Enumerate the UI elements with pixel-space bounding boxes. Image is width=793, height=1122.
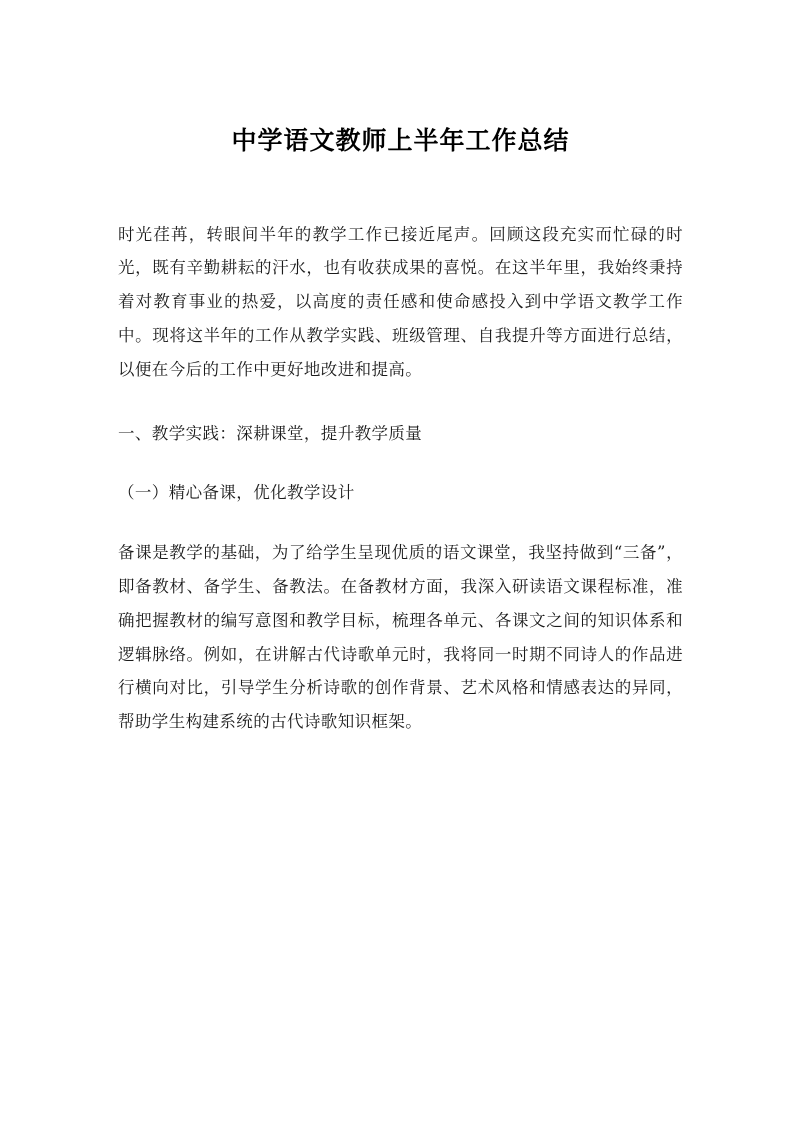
page-title: 中学语文教师上半年工作总结 [231,126,570,155]
document-body [118,218,683,740]
paragraph-body-1-1: 备课是教学的基础，为了给学生呈现优质的语文课堂，我坚持做到“三备”，即备教材、备学生、备教法。在备教材方面，我深入研读语文课程标准，准确把握教材的编写意图和教学目标，梳理各单元、各课文之间的知识体系和逻辑脉络。例如，在讲解古代诗歌单元时，我将同一时期不同诗人的作品进行横向对比，引导学生分析诗歌的创作背景、艺术风格和情感表达的异同，帮助学生构建系统的古代诗歌知识框架。 [118,543,683,732]
paragraph-intro: 时光荏苒，转眼间半年的教学工作已接近尾声。回顾这段充实而忙碌的时光，既有辛勤耕耘的汗水，也有收获成果的喜悦。在这半年里，我始终秉持着对教育事业的热爱，以高度的责任感和使命感投入到中学语文教学工作中。现将这半年的工作从教学实践、班级管理、自我提升等方面进行总结，以便在今后的工作中更好地改进和提高。 [118,224,683,379]
section-heading-1: 一、教学实践：深耕课堂，提升教学质量 [118,423,423,443]
subsection-heading-1-1: （一）精心备课，优化教学设计 [118,483,355,503]
